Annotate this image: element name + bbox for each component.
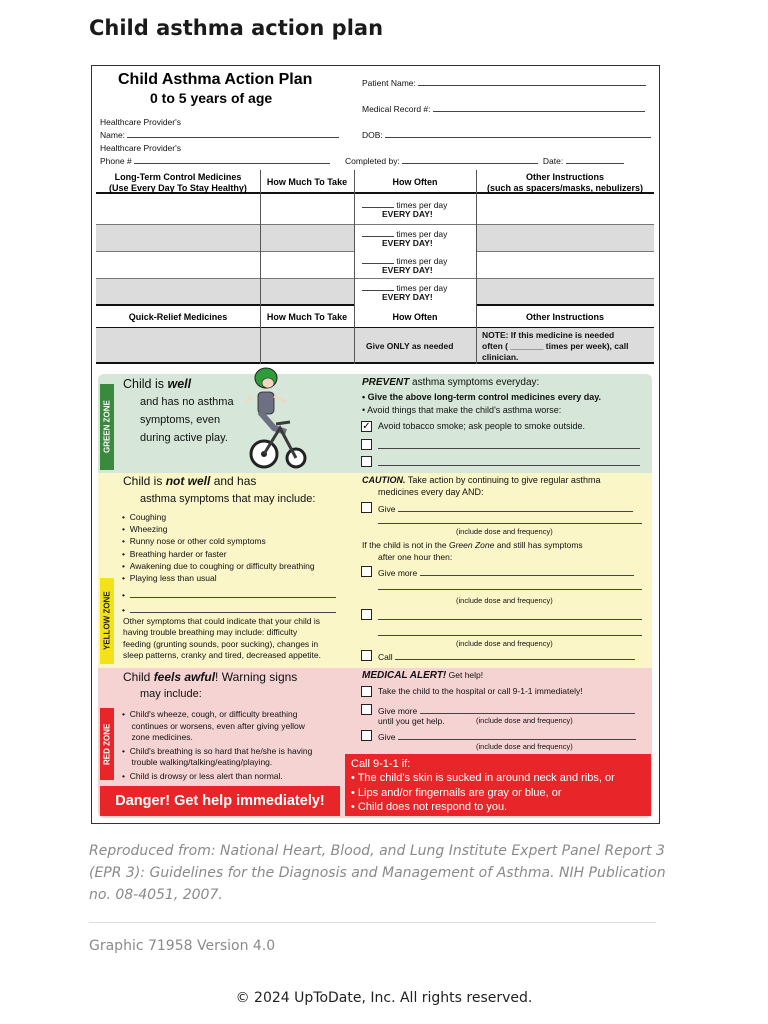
red-sign: trouble walking/talking/eating/playing. (131, 757, 273, 767)
if-text-2: after one hour then: (378, 552, 453, 562)
control-col1-a: Long-Term Control Medicines (114, 172, 242, 182)
dose-hint: (include dose and frequency) (476, 742, 573, 751)
often-text: EVERY DAY! (382, 209, 433, 219)
red-line2: may include: (140, 688, 202, 700)
green-zone-tag: GREEN ZONE (100, 384, 114, 470)
symptom-item: Coughing (129, 512, 167, 522)
red-sign: Child is drowsy or less alert than normal. (129, 770, 283, 781)
call-911-item: • The child's skin is sucked in around neck and ribs, or (351, 772, 615, 785)
if-text: If the child is not in the (362, 540, 449, 550)
control-col1-b: (Use Every Day To Stay Healthy) (109, 182, 247, 193)
date-label: Date: (542, 156, 564, 166)
green-bullet: • Avoid things that make the child's asthma worse: (362, 405, 562, 415)
dose-hint: (include dose and frequency) (456, 527, 553, 536)
if-text-end: and still has symptoms (494, 540, 583, 550)
dose-hint: (include dose and frequency) (456, 639, 553, 648)
symptom-item: Breathing harder or faster (129, 548, 227, 559)
relief-col3: How Often (392, 312, 438, 322)
checkbox-avoid-smoke[interactable]: ✓ (362, 421, 371, 432)
red-line1-emph: feels awful (153, 670, 216, 684)
completed-by-label: Completed by: (345, 156, 400, 166)
caution-text-2: medicines every day AND: (378, 487, 484, 497)
yellow-other: feeding (grunting sounds, poor sucking), changes in (123, 638, 319, 649)
red-sign: Child's wheeze, cough, or difficulty breathing (129, 709, 298, 719)
graphic-id: Graphic 71958 Version 4.0 (89, 938, 276, 954)
yellow-line1: Child is (123, 474, 166, 488)
until-help-text: until you get help. (378, 716, 445, 726)
patient-name-label: Patient Name: (362, 78, 416, 88)
provider-phone-label-2: Phone # (100, 156, 132, 166)
caution-text: Take action by continuing to give regular asthma (405, 475, 601, 485)
green-line4: during active play. (140, 432, 228, 444)
yellow-symptom-list: • Coughing • Wheezing • Runny nose or other cold symptoms • Breathing harder or faster • Awakening due to coughing or difficulty breathing • Playing less than usual • • (122, 511, 336, 617)
call-911-title: Call 9-1-1 if: (351, 758, 411, 770)
give-more-label: Give more (378, 568, 418, 578)
checkbox[interactable] (361, 502, 372, 513)
yellow-other: having trouble breathing may include: difficulty (123, 627, 298, 638)
relief-col1: Quick-Relief Medicines (128, 312, 228, 322)
green-line1: Child is (123, 377, 168, 391)
yellow-line1-emph: not well (165, 474, 211, 488)
often-text: times per day (396, 283, 448, 293)
provider-name-label-1: Healthcare Provider's (100, 117, 181, 127)
checkbox[interactable] (361, 650, 372, 661)
red-line1: Child (123, 670, 154, 684)
red-sign: Child's breathing is so hard that he/she is having (129, 745, 313, 756)
often-text: EVERY DAY! (382, 265, 433, 275)
checkbox[interactable] (361, 456, 372, 467)
green-bullet: • Give the above long-term control medicines every day. (362, 392, 602, 402)
asthma-action-plan-figure: Child Asthma Action Plan 0 to 5 years of age Healthcare Provider's Name: Healthcare Provider's Phone # Patient Name: Medical Record #: DOB: Completed by: Date: Long-Term Control Medicines (Use Every Day To Stay Healthy) How Much To Take How Often Other Instructions (such as spacers/masks, nebulizers) times per day EVERY DAY! times per day EVERY DAY! times per day EVERY DAY! times per day EVERY DAY! Quick-Relief Medicines How Much To Take How Often Other Instructions Give ONLY as needed NOTE: If this medicine is needed often ( _______ times per week), call clinician. GREEN ZONE Child is well and has no asthma symptoms, even during active play. PREVENT asthma symptoms everyday: • Give the above long-term control medicines every day. • Avoid things that make the child's asthma worse: ✓ Avoid tobacco smoke; ask people to smoke outside. YELLOW ZONE Child is not well and has asthma symptoms that may include: • Coughing • Wheezing • Runny nose or other cold symptoms • Breathing harder or faster • Awakening due to coughing or difficulty breathing • Playing less than usual • • Other symptoms that could indicate that your child is having trouble breathing may include: difficulty feeding (grunting sounds, poor sucking), changes in sleep patterns, cranky and tired, decreased appetite. CAUTION. Take action by continuing to give regular asthma medicines every day AND: Give (include dose and frequency) If the child is not in the Green Zone and still has symptoms after one hour then: Give more (include dose and frequency) (include dose and frequency) Call RED ZONE Child feels awful! Warning signs may include: • Child's wheeze, cough, or difficulty breathing continues or worsens, even after giving yellow zone medicines. • Child's breathing is so hard that he/she is having trouble walking/talking/eating/playing. • Child is drowsy or less alert than normal. MEDICAL ALERT! Get help! Take the child to the hospital or call 9-1-1 immediately! Give more until you get help. (include dose and frequency) Give (include dose and frequency) Danger! Get help immediately! Call 9-1-1 if: • The child's skin is sucked in around neck and ribs, or • Lips and/or fingernails are gray or blue, or • Child does not respond to you. (91, 65, 660, 824)
relief-col4: Other Instructions (525, 312, 604, 322)
yellow-other: sleep patterns, cranky and tired, decreased appetite. (123, 649, 321, 660)
green-line2: and has no asthma (140, 396, 234, 408)
control-col4-a: Other Instructions (525, 172, 604, 182)
give-label: Give (378, 504, 396, 514)
dob-label: DOB: (362, 130, 383, 140)
figure-caption: Reproduced from: National Heart, Blood, and Lung Institute Expert Panel Report 3 (EPR 3): Guidelines for the Diagnosis and Management of Asthma. NIH Publication no. 08-4051, 2007. (89, 843, 666, 903)
relief-note-b: often ( _______ times per week), call (482, 341, 629, 351)
give-label: Give (378, 732, 396, 742)
call-911-item: • Lips and/or fingernails are gray or blue, or (351, 786, 562, 799)
if-text-emph: Green Zone (448, 540, 495, 550)
checkbox[interactable] (361, 609, 372, 620)
caution-label: CAUTION. (362, 475, 406, 485)
control-col2: How Much To Take (266, 177, 348, 187)
checkbox[interactable] (361, 704, 372, 715)
checkbox[interactable] (361, 566, 372, 577)
page-title: Child asthma action plan (89, 16, 384, 40)
red-line1-end: ! Warning signs (215, 670, 298, 684)
copyright: © 2024 UpToDate, Inc. All rights reserved. (235, 990, 533, 1006)
call-911-item: • Child does not respond to you. (351, 800, 508, 813)
symptom-item: Runny nose or other cold symptoms (129, 536, 266, 547)
child-tricycle-illustration (246, 366, 312, 470)
red-zone-tag: RED ZONE (100, 708, 114, 780)
provider-phone-label-1: Healthcare Provider's (100, 143, 181, 153)
plan-title: Child Asthma Action Plan (118, 71, 313, 88)
often-text: times per day (396, 229, 448, 239)
yellow-zone-tag: YELLOW ZONE (100, 578, 114, 664)
relief-often: Give ONLY as needed (366, 341, 454, 351)
control-medicines-table (96, 170, 654, 370)
red-sign: continues or worsens, even after giving yellow (131, 720, 305, 731)
medical-alert-text: Get help! (446, 670, 484, 680)
green-line3: symptoms, even (140, 414, 221, 426)
checkbox[interactable] (361, 686, 372, 697)
often-text: EVERY DAY! (382, 238, 433, 248)
often-text: EVERY DAY! (382, 292, 433, 302)
green-check-label: Avoid tobacco smoke; ask people to smoke outside. (378, 421, 585, 431)
yellow-line2: asthma symptoms that may include: (140, 493, 316, 505)
dose-hint: (include dose and frequency) (456, 596, 553, 605)
relief-note-c: clinician. (482, 352, 519, 362)
control-col4-b: (such as spacers/masks, nebulizers) (486, 182, 644, 193)
often-text: times per day (396, 256, 448, 266)
symptom-item: Playing less than usual (129, 573, 217, 584)
hospital-text: Take the child to the hospital or call 9-1-1 immediately! (378, 686, 583, 696)
dose-hint: (include dose and frequency) (476, 716, 573, 725)
control-col3: How Often (392, 177, 438, 187)
call-911-box (345, 754, 651, 816)
prevent-text: asthma symptoms everyday: (409, 377, 540, 388)
checkbox[interactable] (361, 439, 372, 450)
give-more-label: Give more (378, 706, 418, 716)
red-sign: zone medicines. (131, 732, 193, 742)
often-text: times per day (396, 200, 448, 210)
checkbox[interactable] (361, 730, 372, 741)
call-label: Call (378, 652, 393, 662)
yellow-line1-end: and has (210, 474, 257, 488)
medical-alert-label: MEDICAL ALERT! (362, 670, 447, 681)
symptom-item: Awakening due to coughing or difficulty breathing (129, 560, 315, 571)
yellow-other: Other symptoms that could indicate that your child is (123, 616, 321, 626)
green-line1-emph: well (167, 377, 192, 391)
prevent-label: PREVENT (362, 377, 410, 388)
relief-col2: How Much To Take (266, 312, 348, 322)
divider (89, 922, 656, 923)
danger-banner: Danger! Get help immediately! (100, 786, 340, 816)
medical-record-label: Medical Record #: (362, 104, 431, 114)
provider-name-label-2: Name: (100, 130, 126, 140)
plan-subtitle: 0 to 5 years of age (150, 90, 273, 106)
symptom-item: Wheezing (129, 524, 168, 535)
relief-note-a: NOTE: If this medicine is needed (482, 330, 615, 340)
